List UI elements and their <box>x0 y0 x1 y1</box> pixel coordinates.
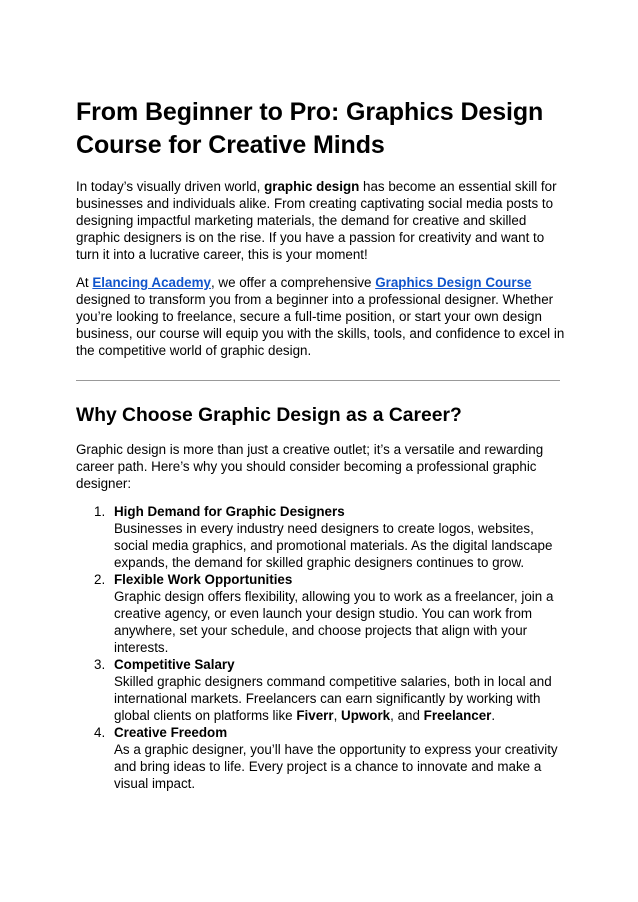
academy-text-start: At <box>76 275 93 290</box>
platform-freelancer: Freelancer <box>423 708 492 723</box>
page-title: From Beginner to Pro: Graphics Design Course for Creative Minds <box>76 98 544 159</box>
list-item-description: Graphic design offers flexibility, allowing you to work as a freelancer, join a creative agency, or even launch your design studio. You can work from anywhere, set your schedule, and choose projects that align with your interests. <box>114 589 554 655</box>
list-item-number: 1. <box>94 504 106 519</box>
list-item <box>94 571 566 656</box>
academy-paragraph <box>76 274 566 359</box>
list-item-description: As a graphic designer, you’ll have the opportunity to express your creativity and bring ideas to life. Every project is a chance to innovate and make a visual impact. <box>114 742 558 791</box>
separator: , and <box>390 708 424 723</box>
list-item <box>94 656 566 724</box>
list-item-description: Businesses in every industry need designers to create logos, websites, social media graphics, and promotional materials. As the digital landscape expands, the demand for skilled graphic designers continues to grow. <box>114 521 553 570</box>
sentence-end: . <box>491 708 496 723</box>
section-heading: Why Choose Graphic Design as a Career? <box>76 405 462 426</box>
separator: , <box>333 708 342 723</box>
academy-text-middle: , we offer a comprehensive <box>210 275 376 290</box>
list-item-description <box>114 673 566 724</box>
list-item <box>94 503 566 571</box>
list-item-title: Creative Freedom <box>114 725 228 740</box>
platform-upwork: Upwork <box>341 708 391 723</box>
list-item-title: Competitive Salary <box>114 657 235 672</box>
list-item-number: 4. <box>94 725 106 740</box>
intro-text-end: has become an essential skill for businesses and individuals alike. From creating captivating social media posts to designing impactful marketing materials, the demand for creative and skilled graphic designers is on the rise. If you have a passion for creativity and want to turn it into a lucrative career, this is your moment! <box>76 179 557 262</box>
reasons-list <box>76 503 566 792</box>
graphics-design-course-link[interactable]: Graphics Design Course <box>375 275 532 290</box>
list-item-number: 2. <box>94 572 106 587</box>
list-item-title: High Demand for Graphic Designers <box>114 504 345 519</box>
list-item-title: Flexible Work Opportunities <box>114 572 293 587</box>
intro-paragraph <box>76 178 566 263</box>
list-item <box>94 724 566 792</box>
salary-text: Skilled graphic designers command competitive salaries, both in local and international markets. Freelancers can earn significantly by working with global clients on platforms like <box>114 674 552 723</box>
list-item-number: 3. <box>94 657 106 672</box>
elancing-academy-link[interactable]: Elancing Academy <box>92 275 211 290</box>
section-lead-paragraph: Graphic design is more than just a creative outlet; it’s a versatile and rewarding career path. Here’s why you should consider becoming a professional graphic designer: <box>76 442 544 491</box>
section-divider <box>76 380 560 381</box>
intro-bold-term: graphic design <box>264 179 360 194</box>
academy-text-end: designed to transform you from a beginner into a professional designer. Whether you’re looking to freelance, secure a full-time position, or start your own design business, our course will equip you with the skills, tools, and confidence to excel in the competitive world of graphic design. <box>76 292 565 358</box>
document-page <box>76 96 566 792</box>
intro-text-start: In today’s visually driven world, <box>76 179 265 194</box>
platform-fiverr: Fiverr <box>296 708 334 723</box>
